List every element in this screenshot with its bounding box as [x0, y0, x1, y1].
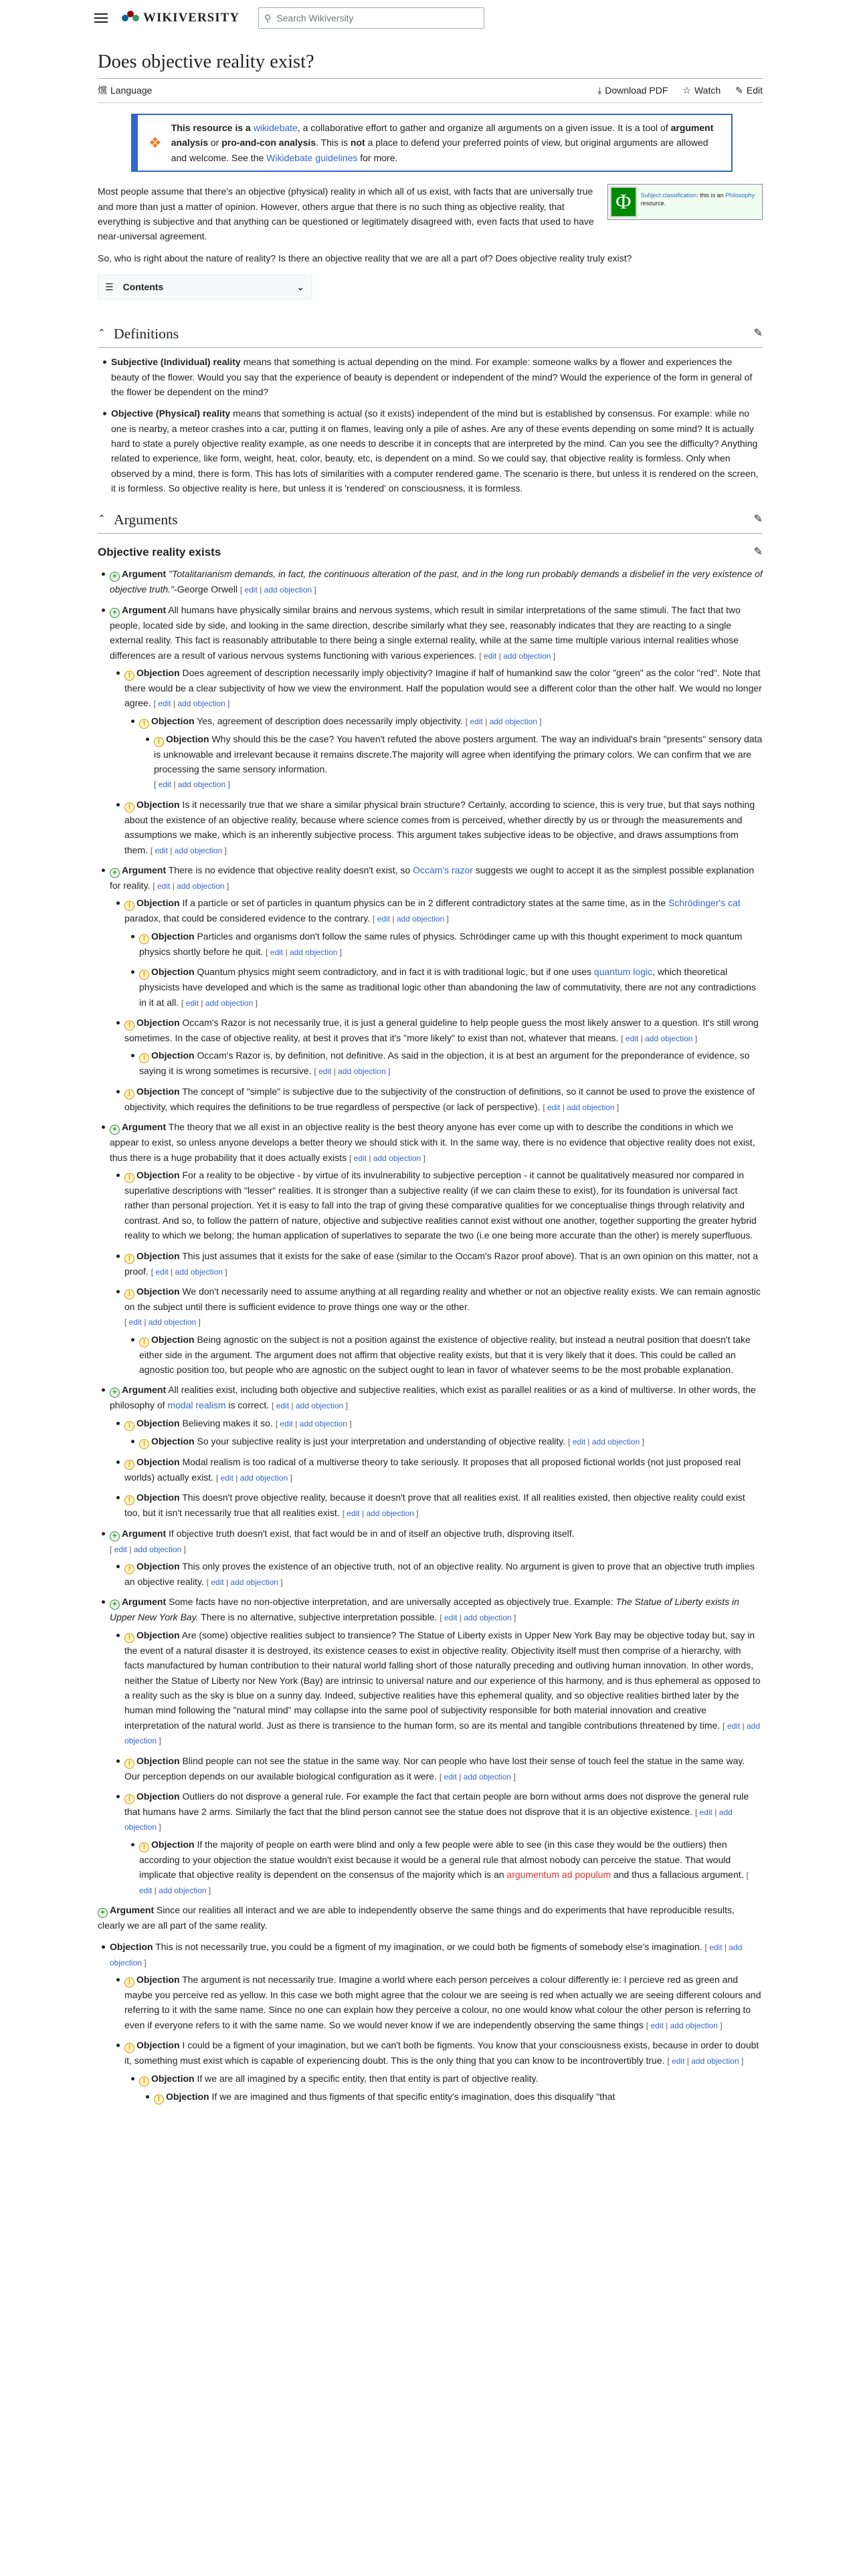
argument-item: + Argument Some facts have no non-objective interpretation, and are universally accepted as objectively true. Example: The Statue of Liberty exists in Upper New York Bay. There is no alternative, subjective interpretation possible. [ edit | add objection ] ! Objection Are (some) objective realities subject to transience? The Statue of Liberty exists in Upper New York Bay may be objective today but, say in the event of a natural disaster it is destroyed, its existence ceases to exist in objective reality. Objectivity itself must then comprise of a hierarchy, with facts manufactured by human contribution to their natural world falling short of those naturally preceding and outliving human innovation. In other words, neither the Statue of Liberty nor New York (Bay) are intrinsic to universal nature and our experience of this harmony, and is thus ephemeral as opposed to a reality such as the sky is blue on a sunny day. Indeed, subjective realities have this ephemeral quality, and so objective realities birthed later by the human mind following the "natural mind" may collapse into the same pool of subjectivity responsible for both material innovation and creative interpretation of the natural world. Just as there is transience to the human form, so are its mental and tangible contributions threatened by time. [ edit | add objection ] ! Objection Blind people can not see the statue in the same way. Nor can people who have lost their sense of touch feel the statue in the same way. Our perception depends on our available biological configuration as it were. [ edit | add objection ] ! Objection Outliers do not disprove a general rule. For example the fact that certain people are born without arms does not disprove the general rule that humans have 2 arms. Similarly the fact that the blind person cannot see the statue does not disprove that it is an objective existence. [ edit | add objection ] ! Objection If the majority of people on earth were blind and only a few people were able to see (in this case they would be the outliers) then according to your objection the statue wouldn't exist because it would be a general rule that almost nobody can perceive the statue. That would implicate that objective reality is dependent on the consensus of the majority which is an argumentum ad populum and thus a fallacious argument. [ edit | add objection ]	[110, 1594, 763, 1897]
edit-button[interactable]	[735, 83, 763, 98]
wikidebate-link[interactable]: wikidebate	[253, 122, 298, 134]
site-logo[interactable]	[122, 8, 240, 28]
edit-link[interactable]: edit	[727, 1721, 741, 1731]
search-placeholder: Search Wikiversity	[276, 12, 354, 23]
objection-item: ! Objection Occam's Razor is not necessarily true, it is just a general guideline to help people guess the most likely answer to a question. It's still wrong sometimes. In the case of objective reality, at best it proves that it's "more likely" to exist than not, whatever that means. [ edit | add objection ] ! Objection Occam's Razor is, by definition, not definitive. As said in the objection, it is at best an argument for the preponderance of evidence, so saying it is wrong sometimes is recursive. [ edit | add objection ]	[124, 1015, 763, 1079]
chevron-up-icon[interactable]: ⌃	[98, 514, 106, 524]
add-objection-link[interactable]: add objection	[159, 1885, 207, 1895]
objection-icon: !	[124, 1173, 134, 1183]
objection-item: ! Objection This doesn't prove objective reality, because it doesn't prove that all realities exist. If all realities existed, then objective reality could exist too, but it isn't necessarily true that all realities exist. [ edit | add objection ]	[124, 1490, 763, 1520]
objection-icon: !	[124, 802, 134, 813]
objection-item: ! Objection This only proves the existence of an objective truth, not of an objective reality. No argument is given to prove that an objective truth implies an objective reality. [ edit | add objection ]	[124, 1559, 763, 1589]
objection-icon: !	[124, 671, 134, 681]
objection-item: ! Objection If we are all imagined by a specific entity, then that entity is part of objective reality. ! Objection If we are imagined and thus figments of that specific entity's imagination, does this disqualify "that	[139, 2071, 763, 2105]
wikidebate-icon: ❖	[149, 134, 162, 152]
argument-item: + Argument The theory that we all exist in an objective reality is the best theory anyone has ever come up with to describe the conditions in which we appear to exist, so unless anyone develops a better theory we should stick with it. In the same way, there is no evidence that objective reality does not exist, thus there is a huge probability that it does actually exists [ edit | add objection ] ! Objection For a reality to be objective - by virtue of its invulnerability to subjective perception - it cannot be qualitatively measured nor compared in superlative descriptions with "lesser" realities. It is stronger than a subjective reality (if we can claim these to exist), for its foundation is universal fact rather than personal projection. Yet it is easy to fall into the trap of giving these comparative qualities for we conceptualise things through relativity and contrast. And so, to follow the pattern of nature, objective and subjective realities cannot exist without one another, together supporting the greater hybrid reality to which we belong; the human application of superlatives to separate the two (i.e one being more accurate than the other) is merely superfluous. ! Objection This just assumes that it exists for the sake of ease (similar to the Occam's Razor proof above). That is an own opinion on this matter, not a proof. [ edit | add objection ] ! Objection We don't necessarily need to assume anything at all regarding reality and whether or not an objective reality exists. We can remain agnostic on the subject until there is sufficient evidence to prove things one way or the other. [ edit | add objection ] ! Objection Being agnostic on the subject is not a position against the existence of objective reality, but instead a neutral position that doesn't take either side in the argument. The argument does not affirm that objective reality exists, but that it is very likely that it does. This could be called an agnostic position too, but people who are agnostic on the subject ought to lean in favor of whatever seems to be the most probable explanation.	[110, 1119, 763, 1377]
objection-icon: !	[124, 1289, 134, 1299]
objection-icon: !	[124, 1564, 134, 1574]
edit-link[interactable]: edit	[220, 1473, 233, 1483]
add-objection-link[interactable]: add objection	[133, 1544, 182, 1554]
edit-link[interactable]: edit	[625, 1034, 639, 1043]
objection-item: ! Objection So your subjective reality is just your interpretation and understanding of objective reality. [ edit | add objection ]	[139, 1434, 763, 1449]
argument-item: + Argument There is no evidence that objective reality doesn't exist, so Occam's razor suggests we ought to accept it as the simplest possible explanation for reality. [ edit | add objection ] ! Objection If a particle or set of particles in quantum physics can be in 2 different contradictory states at the same time, as in the Schrödinger's cat paradox, that could be considered evidence to the contrary. [ edit | add objection ] ! Objection Particles and organisms don't follow the same rules of physics. Schrödinger came up with this thought experiment to mock quantum physics shortly before he quit. [ edit | add objection ] ! Objection Quantum physics might seem contradictory, and in fact it is with traditional logic, but if one uses quantum logic, which theoretical physicists have developed and which is the same as traditional logic other than abandoning the law of commutativity, there are not any contradictions in it at all. [ edit | add objection ] ! Objection Occam's Razor is not necessarily true, it is just a general guideline to help people guess the most likely answer to a question. It's still wrong sometimes. In the case of objective reality, at best it proves that it's "more likely" to exist than not, whatever that means. [ edit | add objection ] ! Objection Occam's Razor is, by definition, not definitive. As said in the objection, it is at best an argument for the preponderance of evidence, so saying it is wrong sometimes is recursive. [ edit | add objection ] ! Objection The concept of "simple" is subjective due to the subjectivity of the construction of definitions, so it cannot be used to prove the existence of objectivity, which requires the definitions to be true regardless of perspective (or lack of perspective). [ edit | add objection ]	[110, 863, 763, 1114]
edit-link[interactable]: edit	[547, 1102, 561, 1112]
chevron-up-icon[interactable]: ⌃	[98, 328, 106, 338]
objection-item: Objection This is not necessarily true, you could be a figment of my imagination, or we could both be figments of somebody else's imagination. [ edit | add objection ] ! Objection The argument is not necessarily true. Imagine a world where each person perceives a colour differently ie: I percieve red as green and maybe you perceive red as yellow. In this case we both might agree that the colour we are seeing is red when actually we are seeing different colours and referring to it with the same name. Since no one can explain how they perceive a colour, no one would know what colour the other person is referring to even if everyone refers to it with the same name. So we would never know if we are independently observing the same things [ edit | add objection ] ! Objection I could be a figment of your imagination, but we can't both be figments. You know that your consciousness exists, because in order to doubt it, something must exist which is capable of experiencing doubt. This is the only thing that you can know to be incontrovertibly true. [ edit | add objection ] ! Objection If we are all imagined by a specific entity, then that entity is part of objective reality. ! Objection If we are imagined and thus figments of that specific entity's imagination, does this disqualify "that	[110, 1939, 763, 2104]
top-bar	[0, 0, 859, 36]
edit-section-icon[interactable]: ✎	[753, 328, 763, 340]
subject-classification-box: Φ Subject classification: this is an Philosophy resource.	[607, 184, 763, 220]
search-input[interactable]	[258, 7, 484, 29]
definitions-heading[interactable]: ⌃ Definitions ✎	[98, 322, 763, 348]
edit-link[interactable]: edit	[244, 585, 258, 595]
objection-item: ! Objection Quantum physics might seem contradictory, and in fact it is with traditional logic, but if one uses quantum logic, which theoretical physicists have developed and which is the same as traditional logic other than abandoning the law of commutativity, there are not any contradictions in it at all. [ edit | add objection ]	[139, 964, 763, 1010]
objection-item: ! Objection If we are imagined and thus figments of that specific entity's imagination, does this disqualify "that	[154, 2089, 763, 2105]
edit-link[interactable]: edit	[444, 1772, 457, 1782]
add-objection-link[interactable]: add objection	[177, 699, 225, 709]
objection-item: ! Objection This just assumes that it exists for the sake of ease (similar to the Occam's Razor proof above). That is an own opinion on this matter, not a proof. [ edit | add objection ]	[124, 1249, 763, 1279]
edit-section-icon[interactable]: ✎	[753, 514, 763, 526]
schrodingers-cat-link[interactable]: Schrödinger's cat	[668, 897, 741, 909]
wikiversity-logo-icon	[122, 11, 139, 25]
edit-link[interactable]: edit	[318, 1067, 332, 1077]
objection-item: ! Objection We don't necessarily need to assume anything at all regarding reality and whether or not an objective reality exists. We can remain agnostic on the subject until there is sufficient evidence to prove things one way or the other. [ edit | add objection ] ! Objection Being agnostic on the subject is not a position against the existence of objective reality, but instead a neutral position that doesn't take either side in the argument. The argument does not affirm that objective reality exists, but that it is very likely that it does. This could be called an agnostic position too, but people who are agnostic on the subject ought to lean in favor of whatever seems to be the most probable explanation.	[124, 1284, 763, 1378]
search-icon: ⚲	[264, 12, 272, 23]
philosophy-link[interactable]: Philosophy	[725, 192, 755, 199]
edit-section-icon[interactable]: ✎	[753, 546, 763, 558]
objection-icon: !	[124, 1254, 134, 1264]
edit-link[interactable]: edit	[128, 1317, 142, 1327]
objection-item: ! Objection Believing makes it so. [ edit | add objection ] ! Objection So your subjective reality is just your interpretation and understanding of objective reality. [ edit | add objection ]	[124, 1416, 763, 1449]
objection-icon: !	[154, 737, 164, 747]
list-icon: ☰	[105, 282, 114, 293]
add-objection-link[interactable]: add objection	[567, 1102, 615, 1112]
site-name: WIKIVERSITY	[143, 10, 240, 25]
argumentum-ad-populum-link[interactable]: argumentum ad populum	[506, 1869, 611, 1881]
add-objection-link[interactable]: add objection	[591, 1436, 640, 1446]
watch-label: Watch	[694, 85, 721, 96]
edit-link[interactable]: edit	[158, 780, 172, 790]
edit-link[interactable]: edit	[185, 998, 199, 1008]
add-objection-link[interactable]: add objection	[175, 1267, 223, 1277]
objection-icon: !	[124, 2043, 134, 2053]
chevron-down-icon: ⌄	[296, 282, 304, 293]
edit-link[interactable]: edit	[114, 1544, 128, 1554]
argument-item: + Argument If objective truth doesn't exist, that fact would be in and of itself an objective truth, disproving itself. [ edit | add objection ] ! Objection This only proves the existence of an objective truth, not of an objective reality. No argument is given to prove that an objective truth implies an objective reality. [ edit | add objection ]	[110, 1526, 763, 1590]
table-of-contents-toggle[interactable]	[98, 275, 312, 299]
add-objection-link[interactable]: add objection	[366, 1509, 414, 1519]
list-item: Subjective (Individual) reality means that something is actual depending on the mind. For example: someone walks by a flower and experiences the beauty of the flower. Would you say that the experience of beauty is dependent or independent of the mind? Would the experience of the form in general of the flower be dependent on the mind?	[111, 354, 763, 399]
objection-item: ! Objection If the majority of people on earth were blind and only a few people were able to see (in this case they would be the outliers) then according to your objection the statue wouldn't exist because it would be a general rule that almost nobody can perceive the statue. That would implicate that objective reality is dependent on the consensus of the majority which is an argumentum ad populum and thus a fallacious argument. [ edit | add objection ]	[139, 1837, 763, 1897]
add-objection-link[interactable]: add objection	[463, 1772, 512, 1782]
add-objection-link[interactable]: add objection	[230, 1578, 278, 1588]
edit-link[interactable]: edit	[699, 1807, 712, 1817]
edit-link[interactable]: edit	[276, 1401, 290, 1411]
add-objection-link[interactable]: add objection	[503, 651, 551, 661]
wikidebate-text: This resource is a wikidebate, a collaborative effort to gather and organize all arguments on a given issue. It is a tool of argument analysis or pro-and-con analysis. This is not a place to defend your preferred points of view, but original arguments are allowed and welcome. See the Wikidebate guidelines for more.	[171, 122, 714, 163]
quantum-logic-link[interactable]: quantum logic	[593, 966, 653, 978]
page-toolbar	[98, 79, 763, 103]
language-label: Language	[110, 85, 153, 96]
intro-question: So, who is right about the nature of reality? Is there an objective reality that we are all a part of? Does objective reality truly exist?	[98, 252, 632, 263]
objection-item: ! Objection Are (some) objective realities subject to transience? The Statue of Liberty exists in Upper New York Bay may be objective today but, say in the event of a natural disaster it is destroyed, its existence ceases to exist in objective reality. Objectivity itself must then comprise of a hierarchy, with facts manufactured by human contribution to their natural world falling short of those naturally preceding and outliving human innovation. In other words, neither the Statue of Liberty nor New York (Bay) are intrinsic to universal nature and our experience of this harmony, and is thus ephemeral as opposed to a reality such as the sky is blue on a sunny day. Indeed, subjective realities have this ephemeral quality, and so objective realities birthed later by the human mind following the "natural mind" may collapse into the same pool of subjectivity responsible for both material innovation and creative interpretation of the natural world. Just as there is transience to the human form, so are its mental and tangible contributions threatened by time. [ edit | add objection ]	[124, 1628, 763, 1748]
add-objection-link[interactable]: add objection	[645, 1034, 693, 1043]
intro-paragraph: Most people assume that there's an objective (physical) reality in which all of us exist, with facts that are universally true and more than just a matter of opinion. However, others argue that there is no such thing as objective reality, that everything is subjective and that anything can be questioned or legitimately disagreed with, even facts that used to have near-universal agreement.	[98, 186, 594, 242]
objection-icon: !	[139, 934, 149, 944]
add-objection-link[interactable]: add objection	[338, 1067, 386, 1077]
objection-icon: !	[124, 1421, 134, 1431]
argument-item: + Argument Since our realities all interact and we are able to independently observe the same things and do experiments that have reproducible results, clearly we are all part of the same reality.	[98, 1904, 735, 1931]
arguments-list	[110, 1939, 763, 2104]
objection-item: ! Objection Being agnostic on the subject is not a position against the existence of objective reality, but instead a neutral position that doesn't take either side in the argument. The argument does not affirm that objective reality exists, but that it is very likely that it does. This could be called an agnostic position too, but people who are agnostic on the subject ought to lean in favor of whatever seems to be the most probable explanation.	[139, 1332, 763, 1378]
occams-razor-link[interactable]: Occam's razor	[413, 865, 473, 876]
argument-item: + Argument All realities exist, including both objective and subjective realities, which exist as parallel realities or as a kind of multiverse. In other words, the philosophy of modal realism is correct. [ edit | add objection ] ! Objection Believing makes it so. [ edit | add objection ] ! Objection So your subjective reality is just your interpretation and understanding of objective reality. [ edit | add objection ] ! Objection Modal realism is too radical of a multiverse theory to take seriously. It proposes that all proposed fictional worlds (not just proposed real worlds) actually exist. [ edit | add objection ] ! Objection This doesn't prove objective reality, because it doesn't prove that all realities exist. If all realities existed, then objective reality could exist too, but it isn't necessarily true that all realities exist. [ edit | add objection ]	[110, 1382, 763, 1520]
objection-icon: !	[124, 1021, 134, 1031]
argument-icon: +	[110, 1388, 120, 1398]
objection-icon: !	[124, 1759, 134, 1769]
edit-link[interactable]: edit	[280, 1418, 293, 1428]
edit-link[interactable]: edit	[444, 1613, 458, 1623]
objection-icon: !	[124, 1977, 134, 1988]
argument-icon: +	[110, 1531, 120, 1541]
add-objection-link[interactable]: add objection	[299, 1418, 347, 1428]
objection-icon: !	[139, 1439, 149, 1449]
add-objection-link[interactable]: add objection	[264, 585, 312, 595]
edit-label: Edit	[746, 85, 763, 96]
objection-item: ! Objection Blind people can not see the statue in the same way. Nor can people who have lost their sense of touch feel the statue in the same way. Our perception depends on our available biological configuration as it were. [ edit | add objection ]	[124, 1753, 763, 1784]
main-menu-icon[interactable]	[91, 8, 111, 28]
add-objection-link[interactable]: add objection	[691, 2056, 739, 2066]
download-pdf-button[interactable]	[597, 83, 668, 98]
edit-link[interactable]: edit	[672, 2056, 685, 2066]
objection-item: ! Objection Occam's Razor is, by definition, not definitive. As said in the objection, it is at best an argument for the preponderance of evidence, so saying it is wrong sometimes is recursive. [ edit | add objection ]	[139, 1048, 763, 1078]
edit-link[interactable]: edit	[709, 1943, 723, 1953]
star-icon: ☆	[682, 85, 691, 96]
edit-link[interactable]: edit	[572, 1436, 586, 1446]
language-icon: 爣	[98, 85, 107, 96]
guidelines-link[interactable]: Wikidebate guidelines	[266, 152, 358, 163]
edit-link[interactable]: edit	[650, 2020, 664, 2030]
add-objection-link[interactable]: add objection	[148, 1317, 197, 1327]
objection-item: ! Objection Particles and organisms don't follow the same rules of physics. Schrödinger came up with this thought experiment to mock quantum physics shortly before he quit. [ edit | add objection ]	[139, 929, 763, 959]
argument-icon: +	[110, 1125, 120, 1135]
edit-link[interactable]: edit	[353, 1153, 367, 1163]
objection-item: ! Objection The argument is not necessarily true. Imagine a world where each person perceives a colour differently ie: I percieve red as green and maybe you perceive red as yellow. In this case we both might agree that the colour we are seeing is red when actually we are seeing different colours and referring to it with the same name. Since no one can explain how they perceive a colour, no one would know what colour the other person is referring to even if everyone refers to it with the same name. So we would never know if we are independently observing the same things [ edit | add objection ]	[124, 1972, 763, 2032]
objection-item: ! Objection Outliers do not disprove a general rule. For example the fact that certain people are born without arms does not disprove the general rule that humans have 2 arms. Similarly the fact that the blind person cannot see the statue does not disprove that it is an objective existence. [ edit | add objection ] ! Objection If the majority of people on earth were blind and only a few people were able to see (in this case they would be the outliers) then according to your objection the statue wouldn't exist because it would be a general rule that almost nobody can perceive the statue. That would implicate that objective reality is dependent on the consensus of the majority which is an argumentum ad populum and thus a fallacious argument. [ edit | add objection ]	[124, 1789, 763, 1897]
objection-item: ! Objection Why should this be the case? You haven't refuted the above posters argument. The way an individual's brain "presents" sensory data is unknowable and irrelevant because it remains discrete.The majority will agree when identifying the primary colors. We can confirm that we are processing the same sensory information. [ edit | add objection ]	[154, 732, 763, 792]
wikidebate-notice	[131, 114, 733, 172]
objection-icon: !	[139, 970, 149, 980]
edit-link[interactable]: edit	[211, 1578, 224, 1588]
objection-item: ! Objection Is it necessarily true that we share a similar physical brain structure? Certainly, according to science, this is very true, but that says nothing about the existence of an objective reality, because where science comes from is perceived, whether directly by us or through the measurements and assumptions we make, which is an inherently subjective process. This argument takes subjective ideas to be objective, and draws assumptions from them. [ edit | add objection ]	[124, 797, 763, 857]
objection-icon: !	[124, 1495, 134, 1505]
add-objection-link[interactable]: add objection	[295, 1401, 344, 1411]
objection-icon: !	[139, 719, 149, 729]
add-objection-link[interactable]: add objection	[396, 914, 445, 924]
objection-item: ! Objection Modal realism is too radical of a multiverse theory to take seriously. It proposes that all proposed fictional worlds (not just proposed real worlds) actually exist. [ edit | add objection ]	[124, 1455, 763, 1485]
edit-link[interactable]: edit	[377, 914, 391, 924]
argument-item: + Argument All humans have physically similar brains and nervous systems, which result in similar interpretations of the same stimuli. The fact that two people, located side by side, and looking in the same direction, describe similarly what they see, reasonably indicates that they are reacting to a single external reality. This fact is reasonably attributable to there being a single external reality, while at the same time multiple various internal realities whose differences are a result of various nervous systems functioning with various experiences. [ edit | add objection ] ! Objection Does agreement of description necessarily imply objectivity? Imagine if half of humankind saw the color "green" as the color "red". Note that there would be a clear subjectivity of how we view the environment. Half the population would see a different color than the other half. We would no longer agree. [ edit | add objection ] ! Objection Yes, agreement of description does necessarily imply objectivity. [ edit | add objection ] ! Objection Why should this be the case? You haven't refuted the above posters argument. The way an individual's brain "presents" sensory data is unknowable and irrelevant because it remains discrete.The majority will agree when identifying the primary colors. We can confirm that we are processing the same sensory information. [ edit | add objection ] ! Objection Is it necessarily true that we share a similar physical brain structure? Certainly, according to science, this is very true, but that says nothing about the existence of an objective reality, because where science comes from is perceived, whether directly by us or through the measurements and assumptions we make, which is an inherently subjective process. This argument takes subjective ideas to be objective, and draws assumptions from them. [ edit | add objection ]	[110, 603, 763, 857]
add-objection-link[interactable]: add objection	[205, 998, 254, 1008]
objection-icon: !	[124, 1089, 134, 1099]
objection-item: ! Objection I could be a figment of your imagination, but we can't both be figments. You know that your consciousness exists, because in order to doubt it, something must exist which is capable of experiencing doubt. This is the only thing that you can know to be incontrovertibly true. [ edit | add objection ] ! Objection If we are all imagined by a specific entity, then that entity is part of objective reality. ! Objection If we are imagined and thus figments of that specific entity's imagination, does this disqualify "that	[124, 2038, 763, 2104]
add-objection-link[interactable]: add objection	[464, 1613, 512, 1623]
subject-classification-link[interactable]: Subject classification	[640, 192, 697, 199]
toc-label: Contents	[122, 282, 164, 293]
add-objection-link[interactable]: add objection	[489, 716, 537, 726]
objection-icon: !	[139, 1337, 149, 1348]
objection-icon: !	[139, 1842, 149, 1852]
page-content	[98, 36, 763, 2110]
argument-icon: +	[110, 608, 120, 618]
objection-item: ! Objection If a particle or set of particles in quantum physics can be in 2 different contradictory states at the same time, as in the Schrödinger's cat paradox, that could be considered evidence to the contrary. [ edit | add objection ] ! Objection Particles and organisms don't follow the same rules of physics. Schrödinger came up with this thought experiment to mock quantum physics shortly before he quit. [ edit | add objection ] ! Objection Quantum physics might seem contradictory, and in fact it is with traditional logic, but if one uses quantum logic, which theoretical physicists have developed and which is the same as traditional logic other than abandoning the law of commutativity, there are not any contradictions in it at all. [ edit | add objection ]	[124, 895, 763, 1010]
objection-item: ! Objection For a reality to be objective - by virtue of its invulnerability to subjective perception - it cannot be qualitatively measured nor compared in superlative descriptions with "lesser" realities. It is stronger than a subjective reality (if we can claim these to exist), for its foundation is universal fact rather than personal projection. Yet it is easy to fall into the trap of giving these comparative qualities for we conceptualise things through relativity and contrast. And so, to follow the pattern of nature, objective and subjective realities cannot exist without one another, together supporting the greater hybrid reality to which we belong; the human application of superlatives to separate the two (i.e one being more accurate than the other) is merely superfluous.	[124, 1168, 763, 1243]
objection-icon: !	[124, 1460, 134, 1470]
objection-icon: !	[124, 1633, 134, 1643]
edit-link[interactable]: edit	[155, 845, 168, 855]
edit-link[interactable]: edit	[483, 651, 497, 661]
add-objection-link[interactable]: add objection	[124, 1807, 733, 1832]
download-icon: ⤓	[597, 85, 602, 96]
watch-button[interactable]	[682, 83, 721, 98]
page-title: Does objective reality exist?	[98, 36, 763, 79]
add-objection-link[interactable]: add objection	[174, 845, 223, 855]
objective-reality-exists-heading: Objective reality exists ✎	[98, 543, 763, 561]
edit-link[interactable]: edit	[139, 1885, 153, 1895]
arguments-heading[interactable]: ⌃ Arguments ✎	[98, 508, 763, 534]
add-objection-link[interactable]: add objection	[177, 881, 225, 891]
modal-realism-link[interactable]: modal realism	[167, 1400, 226, 1411]
edit-link[interactable]: edit	[470, 716, 483, 726]
argument-icon: +	[110, 572, 120, 582]
definitions-list	[111, 354, 763, 496]
language-button[interactable]	[98, 83, 152, 98]
philosophy-icon: Φ	[610, 187, 637, 217]
add-objection-link[interactable]: add objection	[177, 780, 226, 790]
argument-item: + Argument "Totalitarianism demands, in fact, the continuous alteration of the past, and in the long run probably demands a disbelief in the very existence of objective truth."-George Orwell [ edit | add objection ]	[110, 566, 763, 597]
objection-icon: !	[124, 1794, 134, 1804]
pencil-icon: ✎	[735, 85, 743, 96]
objection-icon: !	[139, 1053, 149, 1063]
edit-link[interactable]: edit	[155, 1267, 169, 1277]
edit-link[interactable]: edit	[347, 1509, 360, 1519]
edit-link[interactable]: edit	[157, 881, 171, 891]
argument-icon: +	[98, 1908, 108, 1918]
argument-icon: +	[110, 868, 120, 878]
add-objection-link[interactable]: add objection	[373, 1153, 421, 1163]
add-objection-link[interactable]: add objection	[110, 1943, 743, 1967]
objection-icon: !	[154, 2095, 164, 2105]
objection-item: ! Objection Yes, agreement of description does necessarily imply objectivity. [ edit | add objection ] ! Objection Why should this be the case? You haven't refuted the above posters argument. The way an individual's brain "presents" sensory data is unknowable and irrelevant because it remains discrete.The majority will agree when identifying the primary colors. We can confirm that we are processing the same sensory information. [ edit | add objection ]	[139, 714, 763, 792]
add-objection-link[interactable]: add objection	[240, 1473, 288, 1483]
objection-item: ! Objection Does agreement of description necessarily imply objectivity? Imagine if half of humankind saw the color "green" as the color "red". Note that there would be a clear subjectivity of how we view the environment. Half the population would see a different color than the other half. We would no longer agree. [ edit | add objection ] ! Objection Yes, agreement of description does necessarily imply objectivity. [ edit | add objection ] ! Objection Why should this be the case? You haven't refuted the above posters argument. The way an individual's brain "presents" sensory data is unknowable and irrelevant because it remains discrete.The majority will agree when identifying the primary colors. We can confirm that we are processing the same sensory information. [ edit | add objection ]	[124, 665, 763, 792]
edit-link[interactable]: edit	[158, 699, 171, 709]
add-objection-link[interactable]: add objection	[124, 1721, 761, 1746]
arguments-list	[110, 566, 763, 1897]
objection-icon: !	[124, 901, 134, 911]
download-label: Download PDF	[605, 85, 668, 96]
edit-link[interactable]: edit	[270, 947, 284, 957]
list-item: Objective (Physical) reality means that something is actual (so it exists) independent of the mind but is established by consensus. For example: while no one is nearby, a meteor crashes into a car, putting it on flames, leaving only a pile of ashes. Are any of these events depending on some mind? It is actually hard to state a purely objective reality example, as one needs to describe it in concepts that are interpreted by the mind. Can you see the difficulty? Anything related to experience, like form, weight, heat, color, beauty, etc, is dependent on a mind. So we could say, that objective reality is formless. Only when observed by a mind, there is form. This has lots of similarities with a computer rendered game. The scenario is there, but unless it is rendered on the screen, it is formless. So objective reality is here, but unless it is 'rendered' on consciousness, it is formless.	[111, 406, 763, 496]
add-objection-link[interactable]: add objection	[289, 947, 338, 957]
objection-icon: !	[139, 2076, 149, 2086]
add-objection-link[interactable]: add objection	[670, 2020, 718, 2030]
objection-item: ! Objection The concept of "simple" is subjective due to the subjectivity of the construction of definitions, so it cannot be used to prove the existence of objectivity, which requires the definitions to be true regardless of perspective (or lack of perspective). [ edit | add objection ]	[124, 1084, 763, 1114]
argument-icon: +	[110, 1600, 120, 1610]
